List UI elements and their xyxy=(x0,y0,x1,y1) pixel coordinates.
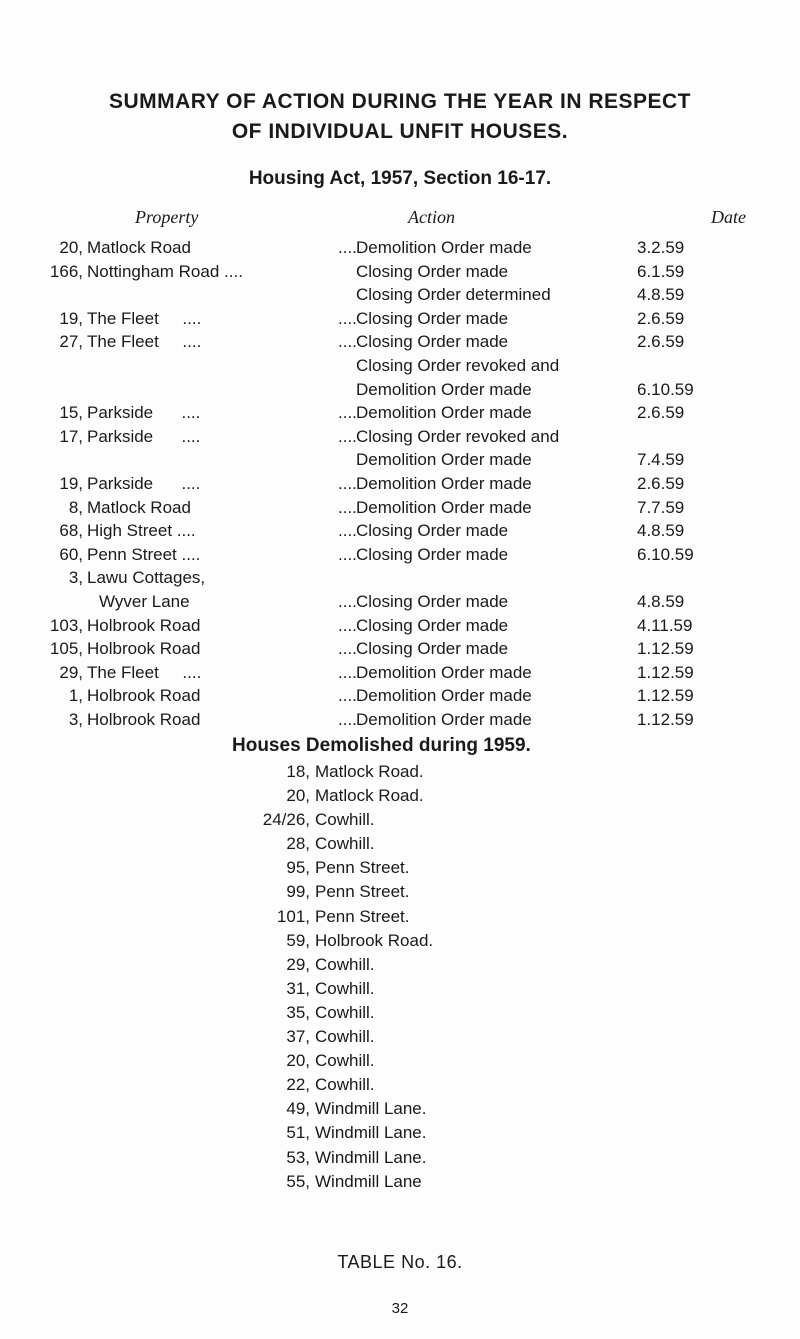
house-number: 59, xyxy=(286,930,310,950)
action-text: Demolition Order made xyxy=(356,473,532,493)
action-date: 4.11.59 xyxy=(637,615,693,635)
action-date: 2.6.59 xyxy=(637,332,685,352)
table-row xyxy=(0,496,800,520)
house-number: 24/26, xyxy=(262,810,310,830)
house-number: 22, xyxy=(286,1075,310,1095)
action-text: Demolition Order made xyxy=(356,709,532,729)
property-street: Parkside .... xyxy=(87,403,201,423)
table-row xyxy=(0,307,800,331)
leader-dots: .... xyxy=(338,709,357,729)
house-number: 37, xyxy=(286,1027,310,1047)
list-item xyxy=(0,905,800,929)
property-number: 20, xyxy=(59,238,83,257)
house-street: Penn Street. xyxy=(315,858,410,878)
house-number: 28, xyxy=(286,834,310,854)
property-number: 68, xyxy=(59,521,83,541)
property-number: 166, xyxy=(49,261,83,281)
leader-dots: .... xyxy=(338,662,357,682)
property-number: 105, xyxy=(49,639,83,659)
property-street: Holbrook Road xyxy=(87,686,201,706)
list-item xyxy=(0,977,800,1001)
table-row xyxy=(0,708,800,732)
house-number: 31, xyxy=(286,978,310,998)
table-row xyxy=(0,330,800,354)
house-number: 29, xyxy=(286,954,310,974)
action-date: 6.1.59 xyxy=(637,261,685,281)
list-item xyxy=(0,1001,800,1025)
table-row xyxy=(0,614,800,638)
house-street: Penn Street. xyxy=(315,882,410,902)
leader-dots: .... xyxy=(338,238,357,257)
action-text: Demolition Order made xyxy=(356,497,532,517)
action-text: Demolition Order made xyxy=(356,403,532,423)
page-title-line-2: OF INDIVIDUAL UNFIT HOUSES. xyxy=(231,120,569,143)
table-row xyxy=(0,425,800,449)
action-text: Closing Order revoked and xyxy=(356,426,560,446)
list-item xyxy=(0,856,800,880)
property-number: 3, xyxy=(68,568,83,588)
leader-dots: .... xyxy=(338,332,357,352)
house-street: Windmill Lane. xyxy=(315,1123,427,1143)
table-row xyxy=(0,566,800,590)
list-item xyxy=(0,1025,800,1049)
property-street: Nottingham Road .... xyxy=(87,261,243,281)
action-date: 7.7.59 xyxy=(637,497,685,517)
list-item xyxy=(0,1073,800,1097)
house-number: 99, xyxy=(286,882,310,902)
action-date: 2.6.59 xyxy=(637,403,685,423)
house-street: Cowhill. xyxy=(315,1027,375,1047)
action-text: Closing Order determined xyxy=(356,285,551,305)
house-number: 20, xyxy=(286,786,310,806)
list-item xyxy=(0,808,800,832)
table-row xyxy=(0,401,800,425)
action-date: 6.10.59 xyxy=(637,379,694,399)
action-text: Closing Order revoked and xyxy=(356,355,560,375)
house-street: Cowhill. xyxy=(315,1002,375,1022)
leader-dots: .... xyxy=(338,591,357,611)
property-street: Holbrook Road xyxy=(87,639,201,659)
property-street: Wyver Lane xyxy=(99,591,190,611)
action-date: 4.8.59 xyxy=(637,285,685,305)
page-title-line-1: SUMMARY OF ACTION DURING THE YEAR IN RESPECT xyxy=(108,90,692,113)
table-row xyxy=(0,236,800,260)
house-street: Matlock Road. xyxy=(315,762,424,781)
leader-dots: .... xyxy=(338,426,357,446)
list-item xyxy=(0,880,800,904)
house-street: Windmill Lane. xyxy=(315,1147,427,1167)
list-item xyxy=(0,784,800,808)
action-text: Closing Order made xyxy=(356,591,509,611)
house-street: Penn Street. xyxy=(315,906,410,926)
house-street: Holbrook Road. xyxy=(315,930,434,950)
property-street: The Fleet .... xyxy=(87,332,202,352)
property-number: 60, xyxy=(59,544,83,564)
leader-dots: .... xyxy=(338,497,357,517)
house-street: Cowhill. xyxy=(315,1075,375,1095)
leader-dots: .... xyxy=(338,521,357,541)
table-row xyxy=(0,661,800,685)
list-item xyxy=(0,1170,800,1194)
page-number: 32 xyxy=(391,1300,409,1317)
property-street: The Fleet .... xyxy=(87,308,202,328)
house-number: 18, xyxy=(286,762,310,781)
table-row xyxy=(0,637,800,661)
property-street: Matlock Road xyxy=(87,497,191,517)
action-date: 4.8.59 xyxy=(637,591,685,611)
property-street: Penn Street .... xyxy=(87,544,201,564)
table-number: TABLE No. 16. xyxy=(337,1252,463,1272)
property-number: 15, xyxy=(59,403,83,423)
leader-dots: .... xyxy=(338,403,357,423)
leader-dots: .... xyxy=(338,615,357,635)
list-item xyxy=(0,1146,800,1170)
house-street: Windmill Lane xyxy=(315,1171,422,1191)
demolished-heading: Houses Demolished during 1959. xyxy=(232,735,531,756)
table-row xyxy=(0,519,800,543)
house-number: 20, xyxy=(286,1051,310,1071)
action-date: 1.12.59 xyxy=(637,709,694,729)
action-text: Demolition Order made xyxy=(356,450,532,470)
property-street: Parkside .... xyxy=(87,426,201,446)
property-number: 8, xyxy=(68,497,83,517)
house-street: Cowhill. xyxy=(315,834,375,854)
action-text: Closing Order made xyxy=(356,639,509,659)
action-text: Closing Order made xyxy=(356,308,509,328)
leader-dots: .... xyxy=(338,473,357,493)
table-row xyxy=(0,684,800,708)
house-street: Cowhill. xyxy=(315,1051,375,1071)
leader-dots: .... xyxy=(338,308,357,328)
house-number: 101, xyxy=(276,906,310,926)
action-text: Demolition Order made xyxy=(356,238,532,257)
column-header-property: Property xyxy=(135,207,199,227)
action-text: Demolition Order made xyxy=(356,686,532,706)
house-number: 51, xyxy=(286,1123,310,1143)
action-date: 1.12.59 xyxy=(637,686,694,706)
property-street: The Fleet .... xyxy=(87,662,202,682)
house-number: 53, xyxy=(286,1147,310,1167)
property-number: 103, xyxy=(49,615,83,635)
action-date: 2.6.59 xyxy=(637,473,685,493)
action-table xyxy=(0,236,800,731)
house-street: Matlock Road. xyxy=(315,786,424,806)
house-number: 55, xyxy=(286,1171,310,1191)
property-street: Holbrook Road xyxy=(87,709,201,729)
house-street: Windmill Lane. xyxy=(315,1099,427,1119)
action-text: Closing Order made xyxy=(356,332,509,352)
house-number: 49, xyxy=(286,1099,310,1119)
table-row xyxy=(0,260,800,284)
property-street: Holbrook Road xyxy=(87,615,201,635)
table-row xyxy=(0,354,800,378)
action-date: 4.8.59 xyxy=(637,521,685,541)
house-street: Cowhill. xyxy=(315,810,375,830)
action-text: Demolition Order made xyxy=(356,662,532,682)
action-date: 1.12.59 xyxy=(637,662,694,682)
house-number: 95, xyxy=(286,858,310,878)
table-row xyxy=(0,590,800,614)
property-street: Matlock Road xyxy=(87,238,191,257)
house-number: 35, xyxy=(286,1002,310,1022)
list-item xyxy=(0,760,800,784)
action-text: Closing Order made xyxy=(356,521,509,541)
property-number: 19, xyxy=(59,473,83,493)
property-number: 1, xyxy=(68,686,83,706)
house-street: Cowhill. xyxy=(315,954,375,974)
demolished-list xyxy=(0,760,800,1194)
table-row xyxy=(0,283,800,307)
column-header-date: Date xyxy=(711,207,746,227)
property-number: 27, xyxy=(59,332,83,352)
list-item xyxy=(0,929,800,953)
leader-dots: .... xyxy=(338,544,357,564)
column-header-action: Action xyxy=(408,207,455,227)
leader-dots: .... xyxy=(338,639,357,659)
action-text: Closing Order made xyxy=(356,261,509,281)
action-text: Demolition Order made xyxy=(356,379,532,399)
table-row xyxy=(0,543,800,567)
property-number: 3, xyxy=(68,709,83,729)
list-item xyxy=(0,953,800,977)
property-street: Lawu Cottages, xyxy=(87,568,206,588)
section-subtitle: Housing Act, 1957, Section 16-17. xyxy=(248,168,552,189)
list-item xyxy=(0,1097,800,1121)
action-text: Closing Order made xyxy=(356,544,509,564)
action-text: Closing Order made xyxy=(356,615,509,635)
property-street: Parkside .... xyxy=(87,473,201,493)
property-number: 17, xyxy=(59,426,83,446)
list-item xyxy=(0,832,800,856)
property-number: 19, xyxy=(59,308,83,328)
table-row xyxy=(0,472,800,496)
property-number: 29, xyxy=(59,662,83,682)
table-row xyxy=(0,448,800,472)
table-row xyxy=(0,378,800,402)
action-date: 7.4.59 xyxy=(637,450,685,470)
property-street: High Street .... xyxy=(87,521,196,541)
action-date: 3.2.59 xyxy=(637,238,685,257)
leader-dots: .... xyxy=(338,686,357,706)
list-item xyxy=(0,1121,800,1145)
list-item xyxy=(0,1049,800,1073)
action-date: 6.10.59 xyxy=(637,544,694,564)
action-date: 1.12.59 xyxy=(637,639,694,659)
house-street: Cowhill. xyxy=(315,978,375,998)
action-date: 2.6.59 xyxy=(637,308,685,328)
